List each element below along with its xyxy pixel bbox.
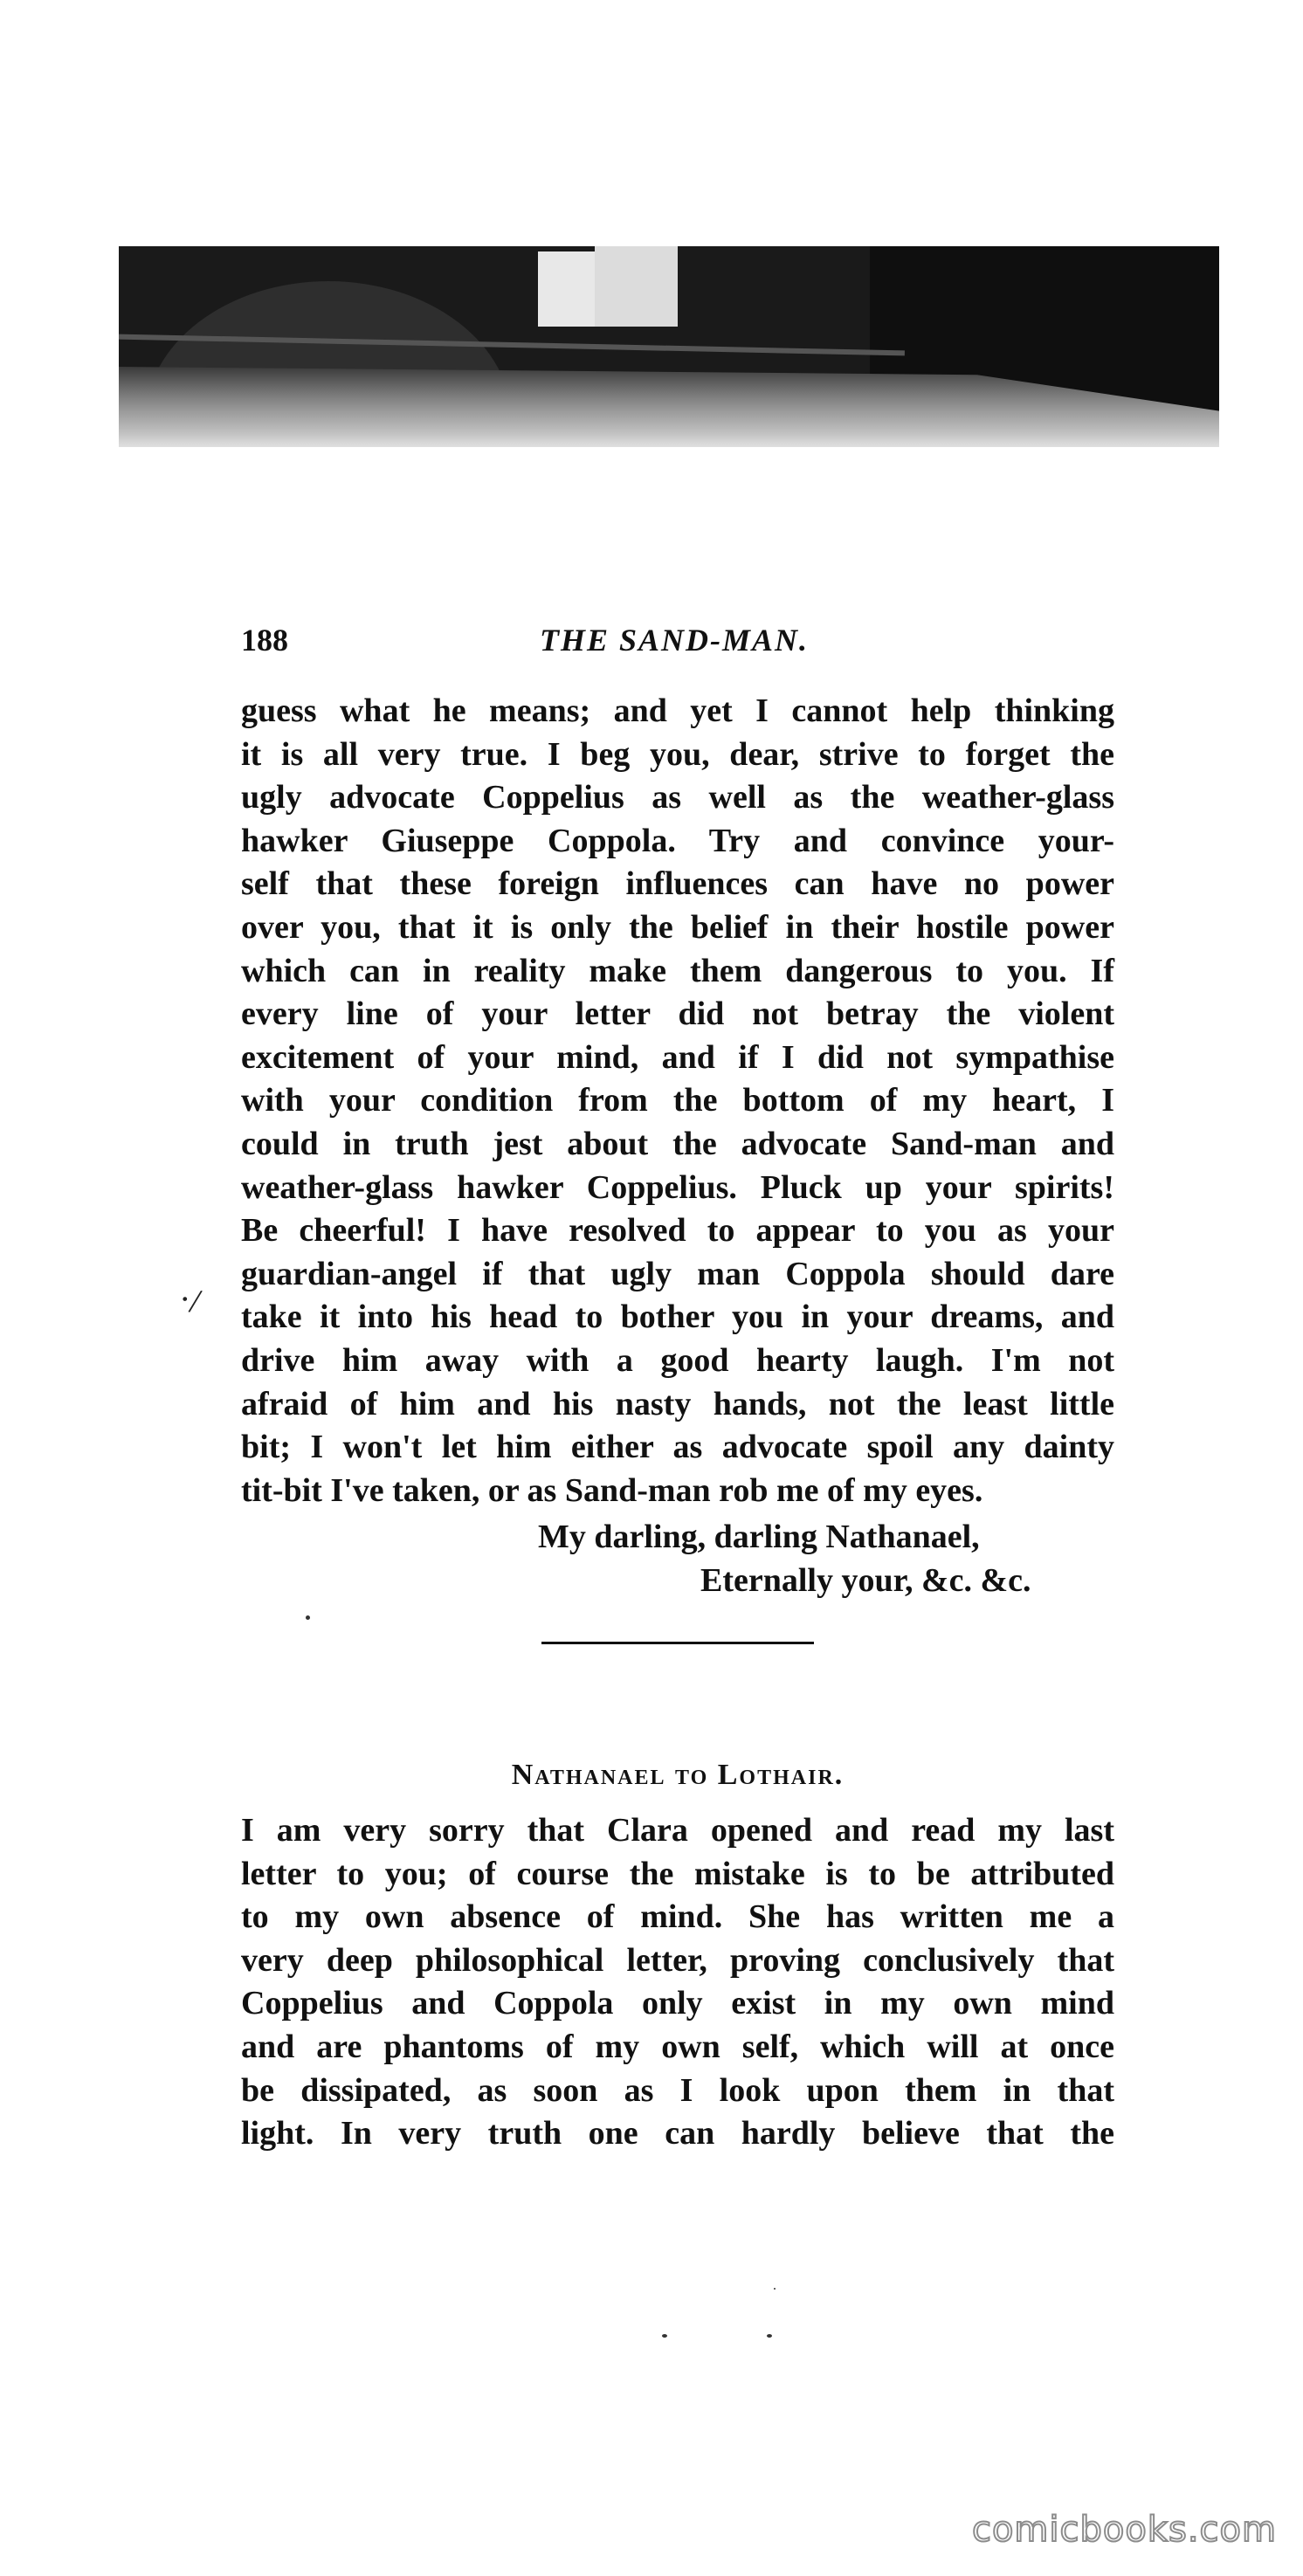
strip-mid-block (595, 246, 678, 327)
letter-closing-signature: Eternally your, &c. &c. (700, 1562, 1031, 1599)
text-line: ugly advocate Coppelius as well as the weather-glass (241, 779, 1114, 816)
text-line: bit; I won't let him either as advocate spoil any dainty (241, 1429, 1114, 1466)
letter-paragraph (241, 1809, 1114, 2156)
text-line: every line of your letter did not betray the violent (241, 995, 1114, 1033)
text-line: Be cheerful! I have resolved to appear to you as your (241, 1212, 1114, 1250)
text-line: excitement of your mind, and if I did not sympathise (241, 1038, 1114, 1076)
text-line: Coppelius and Coppola only exist in my own mind (241, 1985, 1114, 2022)
text-line: afraid of him and his nasty hands, not the least little (241, 1385, 1114, 1422)
text-line: I am very sorry that Clara opened and read my last (241, 1812, 1114, 1849)
margin-annotation: ·/ (175, 1278, 204, 1322)
text-line: guess what he means; and yet I cannot help thinking (241, 692, 1114, 729)
text-line: tit-bit I've taken, or as Sand-man rob me of my eyes. (241, 1471, 983, 1509)
text-line: light. In very truth one can hardly believe that the (241, 2115, 1114, 2152)
text-line: very deep philosophical letter, proving conclusively that (241, 1941, 1114, 1979)
watermark: comicbooks.com (971, 2510, 1277, 2550)
ink-speck (662, 2334, 667, 2338)
running-title: THE SAND-MAN. (540, 623, 810, 658)
text-line: over you, that it is only the belief in their hostile power (241, 908, 1114, 946)
text-line: and are phantoms of my own self, which will at once (241, 2028, 1114, 2065)
ink-speck (306, 1615, 310, 1620)
text-line: hawker Giuseppe Coppola. Try and convince your- (241, 822, 1114, 859)
letter-closing-salutation: My darling, darling Nathanael, (538, 1519, 980, 1555)
strip-light-block (538, 251, 596, 327)
text-line: weather-glass hawker Coppelius. Pluck up your spirits! (241, 1168, 1114, 1206)
text-line: with your condition from the bottom of my heart, I (241, 1082, 1114, 1119)
ink-speck (774, 2288, 776, 2290)
text-line: to my own absence of mind. She has written me a (241, 1898, 1114, 1936)
text-line: take it into his head to bother you in your dreams, and (241, 1298, 1114, 1336)
ink-speck (767, 2334, 772, 2338)
text-line: guardian-angel if that ugly man Coppola should dare (241, 1255, 1114, 1292)
text-line: drive him away with a good hearty laugh. I'm not (241, 1341, 1114, 1379)
text-line: be dissipated, as soon as I look upon them in that (241, 2071, 1114, 2109)
running-head (241, 622, 1114, 665)
letter-paragraph (241, 690, 1114, 1512)
section-separator-rule (541, 1642, 814, 1644)
page-number: 188 (241, 623, 288, 658)
text-line: it is all very true. I beg you, dear, strive to forget the (241, 735, 1114, 773)
scanned-image-strip (119, 246, 1219, 447)
text-line: self that these foreign influences can have no power (241, 865, 1114, 903)
text-line: which can in reality make them dangerous to you. If (241, 952, 1114, 989)
section-heading: Nathanael to Lothair. (511, 1759, 845, 1791)
text-line: letter to you; of course the mistake is to be attributed (241, 1855, 1114, 1892)
text-line: could in truth jest about the advocate Sand-man and (241, 1125, 1114, 1162)
